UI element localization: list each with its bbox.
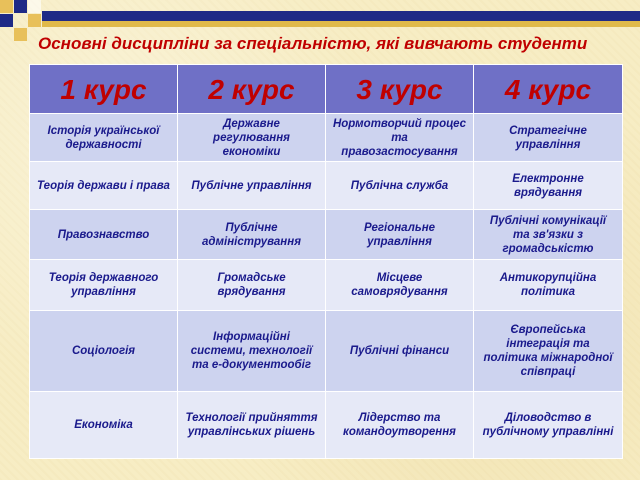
page-title: Основні дисципліни за спеціальністю, які вивчають студенти: [38, 34, 588, 53]
table-cell: Економіка: [30, 392, 178, 459]
header-band-gold: [42, 21, 640, 27]
table-cell: Місцеве самоврядування: [326, 260, 474, 311]
table-cell: Нормотворчий процес та правозастосування: [326, 114, 474, 162]
table-cell: Інформаційні системи, технології та е-документообіг: [178, 311, 326, 392]
table-cell: Електронне врядування: [474, 162, 623, 210]
table-cell: Регіональне управління: [326, 210, 474, 260]
table-cell: Історія української державності: [30, 114, 178, 162]
table-cell: Публічна служба: [326, 162, 474, 210]
table-header-row: [30, 65, 623, 114]
table-cell: Стратегічне управління: [474, 114, 623, 162]
header-year-3: 3 курс: [326, 65, 474, 114]
table-cell: Теорія держави і права: [30, 162, 178, 210]
decor-square-6: [28, 0, 41, 13]
table-cell: Діловодство в публічному управлінні: [474, 392, 623, 459]
decor-square-2: [14, 0, 27, 13]
table-cell: Лідерство та командоутворення: [326, 392, 474, 459]
table-cell: Технології прийняття управлінських рішень: [178, 392, 326, 459]
decor-square-5: [14, 28, 27, 41]
table-cell: Публічні комунікації та зв'язки з громадськістю: [474, 210, 623, 260]
table-row: [30, 392, 623, 459]
table-cell: Соціологія: [30, 311, 178, 392]
decor-square-1: [0, 0, 13, 13]
header-year-4: 4 курс: [474, 65, 623, 114]
table-cell: Публічне управління: [178, 162, 326, 210]
decor-square-4: [28, 14, 41, 27]
decor-square-3: [0, 14, 13, 27]
table-row: [30, 260, 623, 311]
table-row: [30, 210, 623, 260]
table-cell: Публічні фінанси: [326, 311, 474, 392]
disciplines-table: [29, 64, 623, 459]
table-row: [30, 311, 623, 392]
table-cell: Правознавство: [30, 210, 178, 260]
header-year-2: 2 курс: [178, 65, 326, 114]
table-cell: Громадське врядування: [178, 260, 326, 311]
table-cell: Антикорупційна політика: [474, 260, 623, 311]
table-cell: Європейська інтеграція та політика міжнародної співпраці: [474, 311, 623, 392]
table-cell: Публічне адміністрування: [178, 210, 326, 260]
table-cell: Державне регулювання економіки: [178, 114, 326, 162]
table-cell: Теорія державного управління: [30, 260, 178, 311]
table-row: [30, 162, 623, 210]
header-year-1: 1 курс: [30, 65, 178, 114]
header-band-blue: [42, 11, 640, 21]
table-row: [30, 114, 623, 162]
